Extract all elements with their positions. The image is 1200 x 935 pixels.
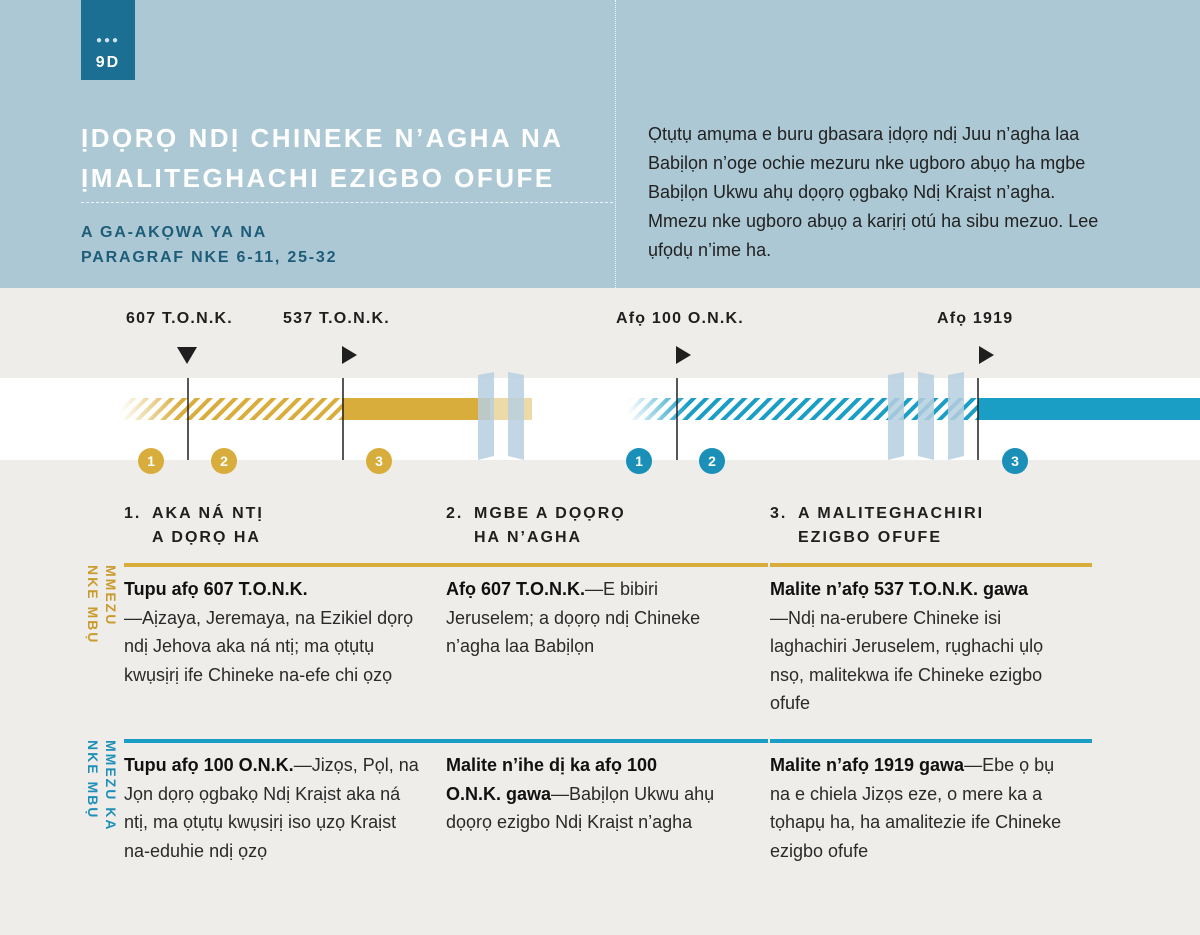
column-heading-2 [446, 502, 626, 550]
cell-first-restoration-text: —Ndị na-erubere Chineke isi laghachiri Jeruselem, rụghachi ụlọ nsọ, malitekwa ife Chineke ezigbo ofufe [770, 607, 1044, 713]
cell-first-captivity [446, 575, 726, 661]
gold-marker-3 [366, 448, 392, 474]
cell-greater-restoration-heading: Malite n’afọ 1919 gawa [770, 755, 965, 775]
cell-greater-captivity-heading: Malite n’ihe dị ka afọ 100 O.N.K. gawa [446, 755, 658, 804]
cell-first-restoration [770, 575, 1070, 718]
gold-timeline-bar [120, 396, 540, 422]
column-3-line-2: EZIGBO OFUFE [798, 529, 942, 546]
blue-timeline-bar [628, 396, 1200, 422]
column-heading-1 [124, 502, 264, 550]
blue-rule-2 [446, 739, 768, 743]
column-2-line-2: HA N’AGHA [474, 529, 583, 546]
cell-greater-warning-text: —Jizọs, Pọl, na Jọn dọrọ ọgbakọ Ndị Kraịst aka ná ntị, ma ọtụtụ kwụsịrị iso ụzọ Kraịst na-eduhie ndị ọzọ [124, 755, 419, 861]
blue-marker-3 [1002, 448, 1028, 474]
page-title [81, 118, 601, 198]
blue-marker-2-label: 2 [708, 453, 716, 469]
gold-marker-1 [138, 448, 164, 474]
cell-first-warning [124, 575, 424, 689]
arrow-right-icon [676, 346, 691, 364]
intro-text: Ọtụtụ amụma e buru gbasara ịdọrọ ndị Juu n’agha laa Babịlọn n’oge ochie mezuru nke ugboro abụọ ha mgbe Babịlọn Ukwu ahụ dọọrọ ọgbakọ Ndị Kraịst n’agha. Mmezu nke ugboro abụọ a karịrị otú ha sibu mezuo. Lee ụfọdụ n’ime ha. [648, 124, 1099, 260]
cell-greater-warning [124, 751, 424, 865]
blue-marker-3-label: 3 [1011, 453, 1019, 469]
badge-dots: ●●● [95, 35, 121, 46]
column-1-line-2: A DỌRỌ HA [152, 529, 261, 546]
cell-greater-restoration-text: —Ebe ọ bụ na e chiela Jizọs eze, o mere ka a tọhapụ ha, ha amalitezie ife Chineke ezigbo ofufe [770, 755, 1062, 861]
cell-greater-captivity-text: —Babịlọn Ukwu ahụ dọọrọ ezigbo Ndị Kraịst n’agha [446, 783, 715, 832]
cell-greater-warning-heading: Tupu afọ 100 O.N.K. [124, 755, 294, 775]
date-label-607: 607 T.O.N.K. [126, 310, 233, 327]
column-1-line-1: AKA NÁ NTỊ [152, 505, 264, 522]
column-1-number: 1. [124, 505, 142, 522]
subtitle-line-1: A GA-AKỌWA YA NA [81, 224, 268, 241]
section-badge [81, 0, 135, 80]
cell-first-restoration-heading: Malite n’afọ 537 T.O.N.K. gawa [770, 579, 1029, 599]
row-label-first-fulfillment [84, 565, 120, 644]
title-divider [81, 202, 613, 203]
arrow-right-icon [979, 346, 994, 364]
title-line-1: ỊDỌRỌ NDỊ CHINEKE N’AGHA NA [81, 123, 564, 153]
timeline-graphic [0, 300, 1200, 490]
column-3-line-1: A MALITEGHACHIRI [798, 505, 985, 522]
date-label-1919: Afọ 1919 [937, 310, 1014, 327]
blue-marker-1 [626, 448, 652, 474]
title-line-2: ỊMALITEGHACHI EZIGBO OFUFE [81, 163, 555, 193]
gold-marker-2-label: 2 [220, 453, 228, 469]
blue-rule-1 [124, 739, 446, 743]
cell-greater-captivity [446, 751, 716, 837]
cell-first-captivity-heading: Afọ 607 T.O.N.K. [446, 579, 586, 599]
gold-rule-2 [446, 563, 768, 567]
date-label-537: 537 T.O.N.K. [283, 310, 390, 327]
column-2-line-1: MGBE A DỌỌRỌ [474, 505, 626, 522]
blue-marker-1-label: 1 [635, 453, 643, 469]
header-divider [615, 0, 616, 288]
row-label-gold-line-2: NKE MBỤ [85, 565, 101, 645]
gold-rule-3 [770, 563, 1092, 567]
cell-first-warning-text: —Aịzaya, Jeremaya, na Ezikiel dọrọ ndị Jehova aka ná ntị; ma ọtụtụ kwụsịrị ife Chineke na-efe chi ọzọ [124, 607, 414, 685]
cell-greater-restoration [770, 751, 1070, 865]
gold-marker-2 [211, 448, 237, 474]
row-label-blue-line-1: MMEZU KA [103, 740, 119, 832]
cell-first-warning-heading: Tupu afọ 607 T.O.N.K. [124, 579, 308, 599]
date-label-100: Afọ 100 O.N.K. [616, 310, 744, 327]
column-2-number: 2. [446, 505, 464, 522]
row-label-blue-line-2: NKE MBỤ [85, 740, 101, 820]
subtitle-line-2: PARAGRAF NKE 6-11, 25-32 [81, 249, 338, 266]
column-heading-3 [770, 502, 984, 550]
blue-marker-2 [699, 448, 725, 474]
row-label-gold-line-1: MMEZU [103, 565, 119, 627]
blue-rule-3 [770, 739, 1092, 743]
badge-label: 9D [95, 54, 121, 71]
cell-first-captivity-text: —E bibiri Jeruselem; a dọọrọ ndị Chineke n’agha laa Babịlọn [446, 579, 701, 656]
subtitle [81, 220, 411, 270]
column-3-number: 3. [770, 505, 788, 522]
arrow-right-icon [342, 346, 357, 364]
gold-marker-1-label: 1 [147, 453, 155, 469]
row-label-greater-fulfillment [84, 740, 120, 831]
gold-rule-1 [124, 563, 446, 567]
gold-marker-3-label: 3 [375, 453, 383, 469]
blue-timeline-breaks [888, 372, 964, 460]
arrow-down-icon [177, 347, 197, 364]
